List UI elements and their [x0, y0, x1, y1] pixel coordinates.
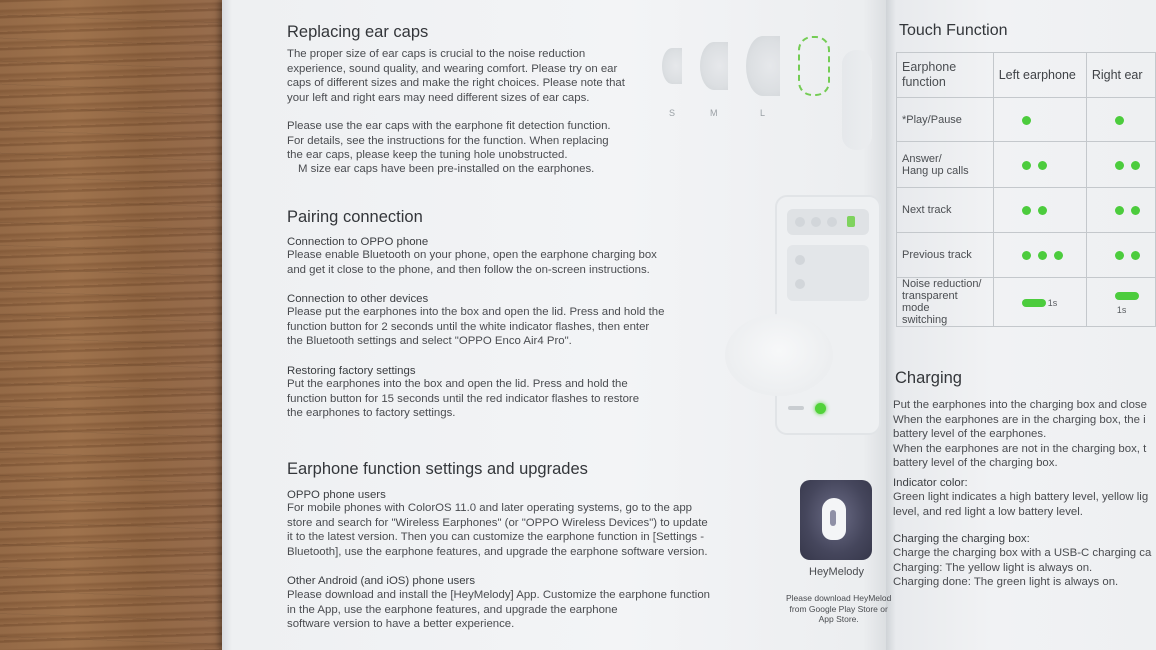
case-button	[788, 406, 804, 410]
hold-bar	[1022, 299, 1046, 307]
function-cell: Noise reduction/ transparent mode switching	[897, 278, 994, 327]
left-gesture-cell	[993, 98, 1086, 142]
right-gesture-cell	[1086, 98, 1155, 142]
tap-dot	[1115, 206, 1124, 215]
charging-heading: Charging	[895, 369, 962, 387]
hold-duration: 1s	[1116, 304, 1127, 315]
ear-cap-small	[662, 48, 682, 84]
tap-dot	[1115, 116, 1124, 125]
header-cell: Earphone function	[897, 53, 994, 98]
header-cell: Right ear	[1086, 53, 1155, 98]
indicator-color-title: Indicator color:	[893, 477, 968, 489]
earbud-illustration	[842, 50, 872, 150]
factory-reset-title: Restoring factory settings	[287, 365, 416, 377]
app-name-label: HeyMelody	[809, 566, 865, 578]
charging-box-body: Charge the charging box with a USB-C charging ca Charging: The yellow light is always on. Charging done: The green light is always on.	[893, 547, 1152, 589]
tap-dot	[1131, 206, 1140, 215]
function-cell: Previous track	[897, 233, 994, 278]
tap-dot	[1054, 251, 1063, 260]
ear-cap-outline	[798, 36, 830, 96]
right-gesture-cell	[1086, 278, 1155, 327]
tap-dot	[1038, 251, 1047, 260]
bar-dot	[811, 217, 821, 227]
tap-dot	[1022, 116, 1031, 125]
size-label-l: L	[760, 108, 766, 118]
tap-dot	[1131, 161, 1140, 170]
left-gesture-cell	[993, 233, 1086, 278]
hold-duration: 1s	[1047, 297, 1058, 308]
tap-dot	[1022, 206, 1031, 215]
upgrades-oppo-body: For mobile phones with ColorOS 11.0 and later operating systems, go to the app store and search for "Wireless Earphones" (or "OPPO Wireless Devices") to update it to the latest version. Then you can customize the earphone function in [Settings - Bluetooth], use the earphone features, and upgrade the earphone software version.	[287, 502, 708, 558]
table-row	[897, 188, 1156, 233]
factory-reset-body: Put the earphones into the box and open the lid. Press and hold the function button for 15 seconds until the red indicator flashes to restore the earphones to factory settings.	[287, 378, 640, 420]
wooden-table	[0, 0, 240, 650]
pairing-oppo-title: Connection to OPPO phone	[287, 236, 429, 248]
right-gesture-cell	[1086, 142, 1155, 188]
touch-function-heading: Touch Function	[899, 22, 1008, 39]
header-cell: Left earphone	[993, 53, 1086, 98]
charging-box-title: Charging the charging box:	[893, 533, 1030, 545]
phone-popup-card	[787, 245, 869, 301]
ear-caps-body: The proper size of ear caps is crucial to the noise reduction experience, sound quality, and wearing comfort. Please try on ear caps of different sizes and make the right choices. Please note that your left and right ears may need different sizes of ear caps.	[287, 48, 625, 104]
size-label-m: M	[710, 108, 718, 118]
ear-cap-large	[746, 36, 780, 96]
table-header-row	[897, 53, 1156, 98]
size-label-s: S	[669, 108, 676, 118]
tap-dot	[1115, 161, 1124, 170]
heymelody-app-icon	[800, 480, 872, 560]
card-dot	[795, 255, 805, 265]
phone-status-bar	[787, 209, 869, 235]
case-indicator-led	[815, 403, 826, 414]
table-row	[897, 233, 1156, 278]
charging-body: Put the earphones into the charging box and close When the earphones are in the charging box, the i battery level of the earphones. When the earphones are not in the charging box, t battery level of the charging box.	[893, 399, 1147, 470]
upgrades-android-title: Other Android (and iOS) phone users	[287, 575, 476, 587]
touch-function-table	[896, 52, 1156, 327]
left-gesture-cell	[993, 278, 1086, 327]
upgrades-heading: Earphone function settings and upgrades	[287, 460, 588, 478]
table-row	[897, 98, 1156, 142]
function-cell: Answer/ Hang up calls	[897, 142, 994, 188]
function-cell: *Play/Pause	[897, 98, 994, 142]
indicator-color-body: Green light indicates a high battery level, yellow lig level, and red light a low battery level.	[893, 491, 1149, 518]
battery-icon	[847, 216, 855, 227]
card-dot	[795, 279, 805, 289]
table-row	[897, 278, 1156, 327]
function-cell: Next track	[897, 188, 994, 233]
tap-dot	[1038, 206, 1047, 215]
right-gesture-cell	[1086, 188, 1155, 233]
left-gesture-cell	[993, 188, 1086, 233]
table-row	[897, 142, 1156, 188]
tap-dot	[1022, 161, 1031, 170]
left-gesture-cell	[993, 142, 1086, 188]
upgrades-android-body: Please download and install the [HeyMelody] App. Customize the earphone function in the App, use the earphone features, and upgrade the earphone software version to have a better experience.	[287, 589, 710, 631]
tap-dot	[1131, 251, 1140, 260]
right-gesture-cell	[1086, 233, 1155, 278]
upgrades-oppo-title: OPPO phone users	[287, 489, 386, 501]
ear-caps-note-preinstalled: M size ear caps have been pre-installed on the earphones.	[298, 163, 595, 175]
app-download-note: Please download HeyMelod from Google Play Store or App Store.	[786, 593, 892, 624]
pairing-oppo-body: Please enable Bluetooth on your phone, open the earphone charging box and get it close to the phone, and then follow the on-screen instructions.	[287, 249, 657, 276]
charging-case-illustration	[725, 314, 833, 396]
ear-cap-medium	[700, 42, 728, 90]
pairing-other-body: Please put the earphones into the box and open the lid. Press and hold the function button for 2 seconds until the white indicator flashes, then enter the Bluetooth settings and select "OPPO Enco Air4 Pro".	[287, 306, 665, 348]
ear-caps-heading: Replacing ear caps	[287, 23, 429, 41]
bar-dot	[827, 217, 837, 227]
tap-dot	[1022, 251, 1031, 260]
hold-bar	[1115, 292, 1139, 300]
tap-dot	[1115, 251, 1124, 260]
ear-caps-note-fit: Please use the ear caps with the earphone fit detection function. For details, see the instructions for the function. When replacing the ear caps, please keep the tuning hole unobstructed.	[287, 120, 611, 162]
bar-dot	[795, 217, 805, 227]
pairing-other-title: Connection to other devices	[287, 293, 429, 305]
tap-dot	[1038, 161, 1047, 170]
pairing-heading: Pairing connection	[287, 208, 423, 226]
